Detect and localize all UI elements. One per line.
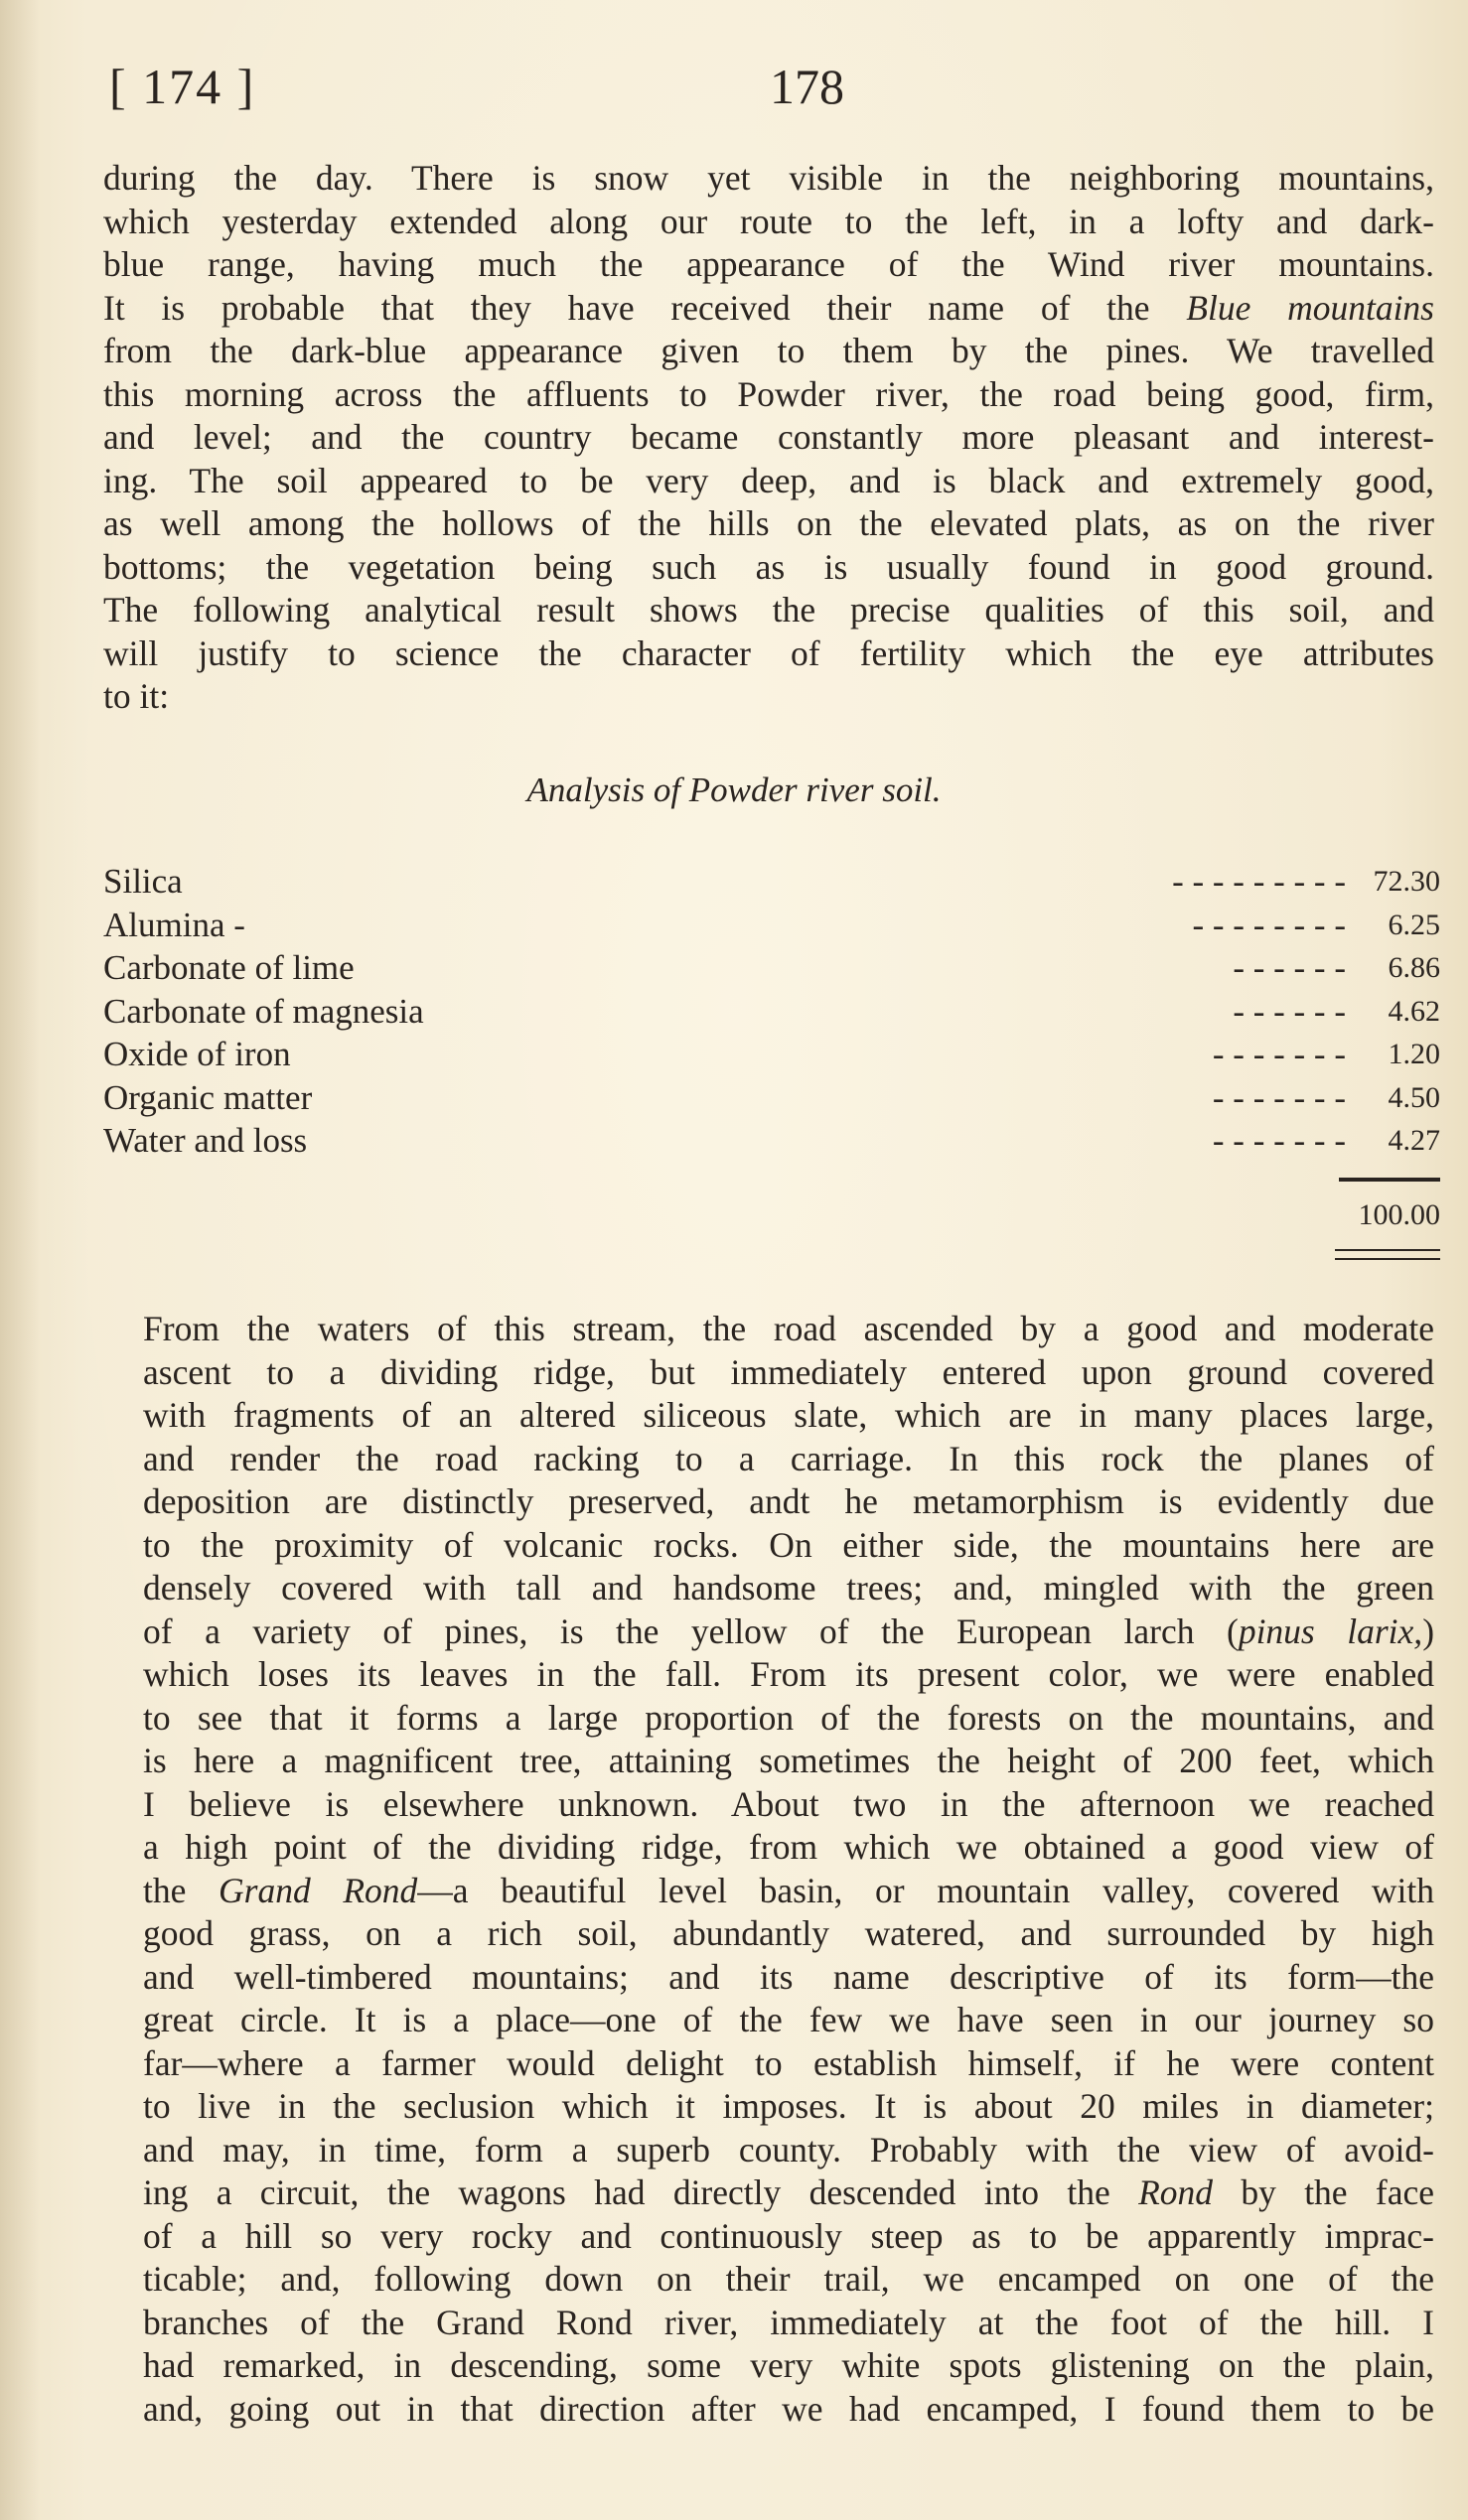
text-line: The following analytical result shows the precise qualities of this soil, and xyxy=(103,590,1434,630)
text-line: ing. The soil appeared to be very deep, and is black and extremely good, xyxy=(103,460,1434,500)
text-line: I believe is elsewhere unknown. About two in the afternoon we reached xyxy=(143,1783,1434,1824)
dot-leader: - - - - - - - - xyxy=(1192,905,1346,944)
text-line: From the waters of this stream, the road ascended by a good and moderate xyxy=(143,1309,1434,1348)
bracketed-page-number: [ 174 ] xyxy=(109,59,256,114)
component-name: Carbonate of lime xyxy=(103,948,355,987)
analysis-title: Analysis of Powder river soil. xyxy=(526,770,942,809)
text-line: this morning across the affluents to Powder river, the road being good, firm, xyxy=(103,373,1434,414)
page-number: 178 xyxy=(770,59,844,114)
double-rule xyxy=(1335,1249,1440,1260)
text-line: will justify to science the character of fertility which the eye attributes xyxy=(103,632,1434,673)
table-row xyxy=(103,1119,1440,1163)
paragraph-continuation xyxy=(103,157,1434,719)
text-line: and well-timbered mountains; and its name descriptive of its form—the xyxy=(143,1956,1434,1997)
italic-phrase: Blue mountains xyxy=(1186,287,1434,328)
text-line: far—where a farmer would delight to establish himself, if he were content xyxy=(143,2042,1434,2083)
text-line: of a variety of pines, is the yellow of the European larch (pinus larix,) xyxy=(143,1610,1435,1651)
text-line: to it: xyxy=(103,676,170,716)
dot-leader: - - - - - - - xyxy=(1212,1077,1346,1117)
text-line: during the day. There is snow yet visible in the neighboring mountains, xyxy=(103,158,1434,198)
text-line: and render the road racking to a carriage. In this rock the planes of xyxy=(143,1438,1434,1478)
text-line: with fragments of an altered siliceous slate, which are in many places large, xyxy=(143,1395,1434,1435)
text-line: and, going out in that direction after we had encamped, I found them to be xyxy=(143,2388,1434,2429)
text-line: to live in the seclusion which it imposes. It is about 20 miles in diameter; xyxy=(143,2086,1434,2126)
text-line: the Grand Rond—a beautiful level basin, or mountain valley, covered with xyxy=(143,1870,1435,1910)
text-line: ascent to a dividing ridge, but immediately entered upon ground covered xyxy=(143,1351,1434,1392)
italic-phrase: Grand Rond xyxy=(219,1870,418,1910)
component-name: Carbonate of magnesia xyxy=(103,991,424,1031)
component-name: Silica xyxy=(103,862,183,901)
text-line: It is probable that they have received their name of the Blue mountains xyxy=(103,287,1434,328)
text-line: as well among the hollows of the hills on the elevated plats, as on the river xyxy=(103,503,1434,543)
text-line: of a hill so very rocky and continuously steep as to be apparently imprac- xyxy=(143,2215,1434,2256)
component-value: 6.86 xyxy=(1388,951,1440,984)
component-value: 1.20 xyxy=(1388,1038,1440,1070)
table-row xyxy=(103,990,1440,1034)
dot-leader: - - - - - - xyxy=(1233,991,1346,1031)
text-line: a high point of the dividing ridge, from which we obtained a good view of xyxy=(143,1827,1434,1867)
text-line: bottoms; the vegetation being such as is usually found in good ground. xyxy=(103,546,1434,587)
text-line: and level; and the country became constantly more pleasant and interest- xyxy=(103,417,1434,457)
text-line: which loses its leaves in the fall. From its present color, we were enabled xyxy=(143,1654,1434,1694)
component-name: Water and loss xyxy=(103,1121,308,1160)
text-line: from the dark-blue appearance given to them by the pines. We travelled xyxy=(103,331,1434,370)
analysis-total: 100.00 xyxy=(1358,1198,1440,1231)
dot-leader: - - - - - - xyxy=(1233,948,1346,987)
italic-phrase: Rond xyxy=(1138,2172,1213,2212)
text-line: had remarked, in descending, some very white spots glistening on the plain, xyxy=(143,2345,1434,2385)
table-row xyxy=(103,1076,1440,1120)
soil-analysis-table xyxy=(103,860,1440,1231)
component-value: 4.62 xyxy=(1388,994,1440,1028)
dot-leader: - - - - - - - xyxy=(1212,1121,1346,1160)
paragraph-grand-rond xyxy=(103,1308,1434,2431)
text-line: to see that it forms a large proportion of the forests on the mountains, and xyxy=(143,1697,1434,1738)
text-line: branches of the Grand Rond river, immediately at the foot of the hill. I xyxy=(143,2302,1434,2342)
page-gutter-shadow xyxy=(0,0,40,2520)
text-line: ticable; and, following down on their trail, we encamped on one of the xyxy=(143,2259,1434,2299)
table-row xyxy=(103,860,1440,904)
text-line: densely covered with tall and handsome trees; and, mingled with the green xyxy=(143,1568,1434,1608)
component-value: 72.30 xyxy=(1373,865,1440,898)
page-header xyxy=(0,58,1468,127)
component-name: Organic matter xyxy=(103,1077,313,1117)
text-line: and may, in time, form a superb county. Probably with the view of avoid- xyxy=(143,2129,1434,2170)
component-name: Oxide of iron xyxy=(103,1035,291,1073)
component-value: 6.25 xyxy=(1388,908,1440,941)
italic-phrase: pinus larix, xyxy=(1238,1610,1423,1651)
text-line: ing a circuit, the wagons had directly descended into the Rond by the face xyxy=(143,2172,1434,2212)
component-name: Alumina - xyxy=(103,905,245,944)
dot-leader: - - - - - - - - - xyxy=(1172,862,1346,901)
text-line: to the proximity of volcanic rocks. On either side, the mountains here are xyxy=(143,1524,1434,1565)
table-row xyxy=(103,946,1440,990)
text-line: is here a magnificent tree, attaining sometimes the height of 200 feet, which xyxy=(143,1741,1434,1780)
table-row xyxy=(103,1033,1440,1076)
table-row xyxy=(103,904,1440,947)
dot-leader: - - - - - - - xyxy=(1212,1035,1346,1073)
text-line: great circle. It is a place—one of the few we have seen in our journey so xyxy=(143,2000,1434,2039)
component-value: 4.27 xyxy=(1388,1124,1440,1157)
sum-rule xyxy=(1339,1178,1440,1182)
component-value: 4.50 xyxy=(1388,1080,1440,1114)
text-line: deposition are distinctly preserved, andt he metamorphism is evidently due xyxy=(143,1481,1434,1521)
text-line: good grass, on a rich soil, abundantly watered, and surrounded by high xyxy=(143,1913,1434,1953)
text-line: which yesterday extended along our route to the left, in a lofty and dark- xyxy=(103,201,1434,241)
text-line: blue range, having much the appearance of the Wind river mountains. xyxy=(103,244,1434,284)
